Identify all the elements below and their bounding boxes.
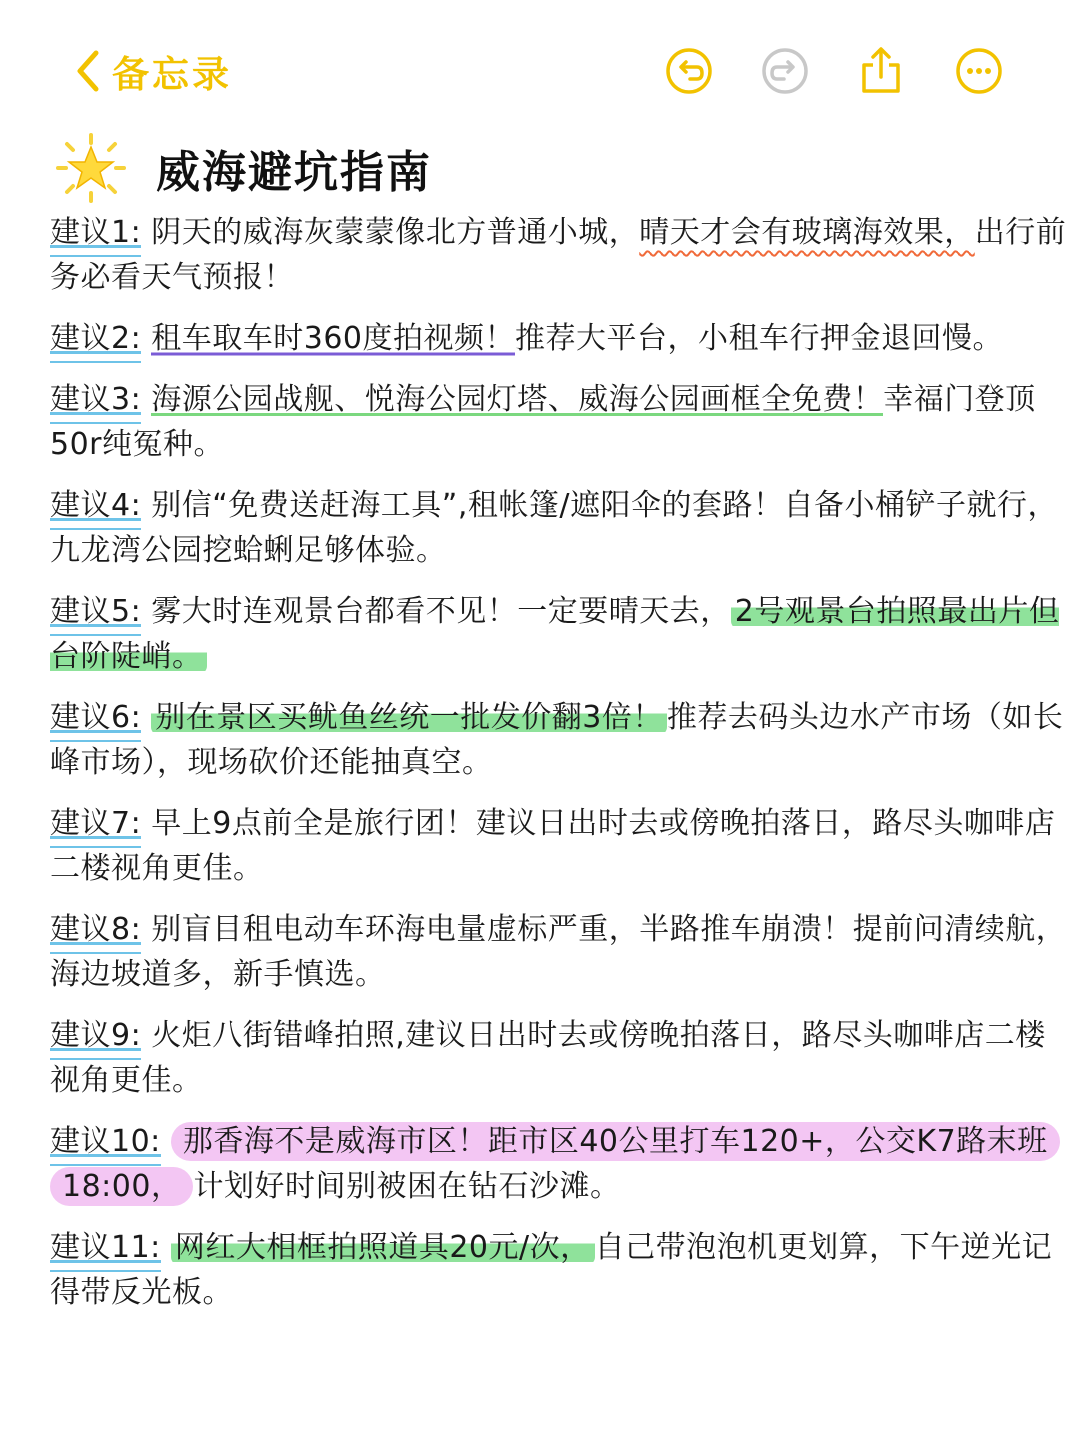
tip-text: 推荐大平台，小租车行押金退回慢。 [515, 321, 1004, 356]
tip-highlight: 18:00， [50, 1167, 193, 1206]
tip-highlight: 那香海不是威海市区！距市区40公里打车120+，公交K7路末班 [171, 1122, 1060, 1161]
tip-label: 建议8: [50, 907, 141, 952]
more-icon [954, 46, 1004, 96]
tip-text: 别信“免费送赶海工具”,租帐篷/遮阳伞的套路！自备小桶铲子就行，九龙湾公园挖蛤蜊足够体验。 [50, 488, 1058, 568]
tip-highlight: 网红大相框拍照道具20元/次， [171, 1230, 595, 1265]
share-button[interactable] [854, 44, 908, 98]
tip-label: 建议6: [50, 695, 141, 740]
tip-text: 计划好时间别被困在钻石沙滩。 [193, 1169, 621, 1204]
tip-label: 建议3: [50, 377, 141, 422]
tip-text: 推荐去码头边水产市场（如长峰市场），现场砍价还能抽真空。 [50, 700, 1064, 780]
redo-icon [760, 46, 810, 96]
tip-label: 建议5: [50, 589, 141, 634]
tip-7 [50, 801, 1070, 891]
back-label: 备忘录 [112, 53, 232, 96]
tip-highlight: 租车取车时360度拍视频！ [151, 321, 516, 356]
note-title-row [56, 128, 432, 208]
star-emoji-icon [56, 133, 126, 203]
tip-label: 建议10: [50, 1119, 161, 1164]
tip-4 [50, 483, 1070, 573]
top-bar [0, 0, 1080, 130]
tip-5 [50, 589, 1070, 679]
tip-highlight: 晴天才会有玻璃海效果， [639, 215, 975, 250]
tip-text: 阴天的威海灰蒙蒙像北方普通小城， [151, 215, 640, 250]
redo-button[interactable] [758, 44, 812, 98]
tip-10 [50, 1119, 1070, 1209]
tip-text: 自己带泡泡机更划算，下午逆光记得带反光板。 [50, 1230, 1053, 1310]
tip-6 [50, 695, 1070, 785]
note-body[interactable] [50, 210, 1070, 1331]
tip-11 [50, 1225, 1070, 1315]
undo-button[interactable] [662, 44, 716, 98]
tip-8 [50, 907, 1070, 997]
tip-label: 建议11: [50, 1225, 161, 1270]
tip-label: 建议1: [50, 210, 141, 255]
tip-highlight: 海源公园战舰、悦海公园灯塔、威海公园画框全免费！ [151, 382, 884, 417]
tip-3 [50, 377, 1070, 467]
tip-label: 建议7: [50, 801, 141, 846]
tip-text: 雾大时连观景台都看不见！一定要晴天去， [151, 594, 731, 629]
tip-text: 出行前务必看天气预报！ [50, 215, 1067, 295]
tip-label: 建议2: [50, 316, 141, 361]
tip-1 [50, 210, 1070, 300]
chevron-left-icon [72, 49, 102, 93]
tip-text: 火炬八街错峰拍照,建议日出时去或傍晚拍落日，路尽头咖啡店二楼视角更佳。 [50, 1018, 1046, 1098]
tip-9 [50, 1013, 1070, 1103]
tip-label: 建议4: [50, 483, 141, 528]
share-icon [856, 45, 906, 97]
page-title: 威海避坑指南 [156, 147, 432, 198]
tip-text: 幸福门登顶50r纯冤种。 [50, 382, 1036, 462]
tip-label: 建议9: [50, 1013, 141, 1058]
tip-text: 别盲目租电动车环海电量虚标严重，半路推车崩溃！提前问清续航，海边坡道多，新手慎选。 [50, 912, 1067, 992]
tip-text: 早上9点前全是旅行团！建议日出时去或傍晚拍落日，路尽头咖啡店二楼视角更佳。 [50, 806, 1056, 886]
undo-icon [664, 46, 714, 96]
more-button[interactable] [952, 44, 1006, 98]
back-button[interactable] [72, 44, 232, 98]
tip-highlight: 2号观景台拍照最出片但台阶陡峭。 [50, 594, 1060, 674]
tip-2 [50, 316, 1070, 361]
tip-highlight: 别在景区买鱿鱼丝统一批发价翻3倍！ [151, 700, 667, 735]
